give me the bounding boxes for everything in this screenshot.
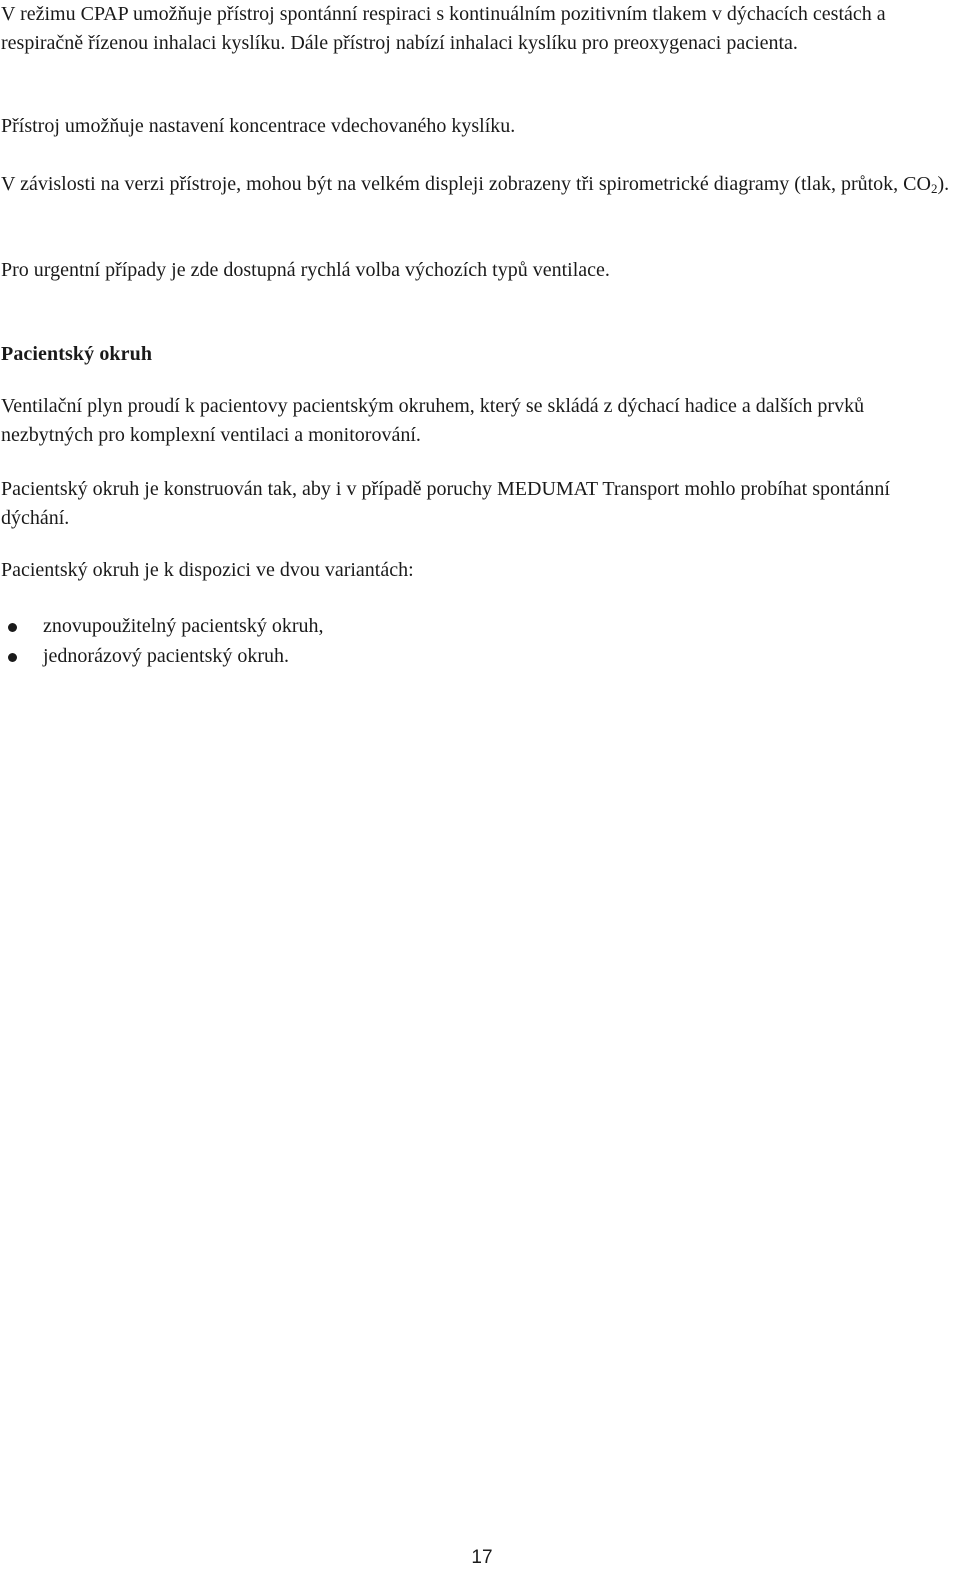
diagrams-text-end: ).	[937, 173, 950, 195]
list-item-label: znovupoužitelný pacientský okruh,	[43, 615, 324, 637]
paragraph-urgent-cases: Pro urgentní případy je zde dostupná rychlá volba výchozích typů ventilace.	[1, 259, 610, 281]
variants-list	[0, 612, 955, 672]
paragraph-spirometric-diagrams	[1, 170, 956, 199]
co2-subscript: 2	[930, 181, 938, 196]
paragraph-circuit-design: Pacientský okruh je konstruován tak, aby i v případě poruchy MEDUMAT Transport mohlo probíhat spontánní dýchání.	[1, 478, 890, 529]
list-item-label: jednorázový pacientský okruh.	[43, 645, 290, 667]
diagrams-text: V závislosti na verzi přístroje, mohou být na velkém displeji zobrazeny tři spirometrické diagramy (tlak, průtok, CO	[1, 173, 931, 195]
paragraph-cpap-mode: V režimu CPAP umožňuje přístroj spontánní respiraci s kontinuálním pozitivním tlakem v dýchacích cestách a respiračně řízenou inhalaci kyslíku. Dále přístroj nabízí inhalaci kyslíku pro preoxygenaci pacienta.	[1, 3, 886, 54]
bullet-icon	[8, 623, 17, 632]
list-item	[0, 642, 955, 672]
paragraph-oxygen-setting: Přístroj umožňuje nastavení koncentrace vdechovaného kyslíku.	[1, 115, 516, 137]
paragraph-gas-flow: Ventilační plyn proudí k pacientovy pacientským okruhem, který se skládá z dýchací hadice a dalších prvků nezbytných pro komplexní ventilaci a monitorování.	[1, 395, 865, 446]
bullet-icon	[8, 653, 17, 662]
list-item	[0, 612, 955, 642]
page-number: 17	[471, 1547, 493, 1568]
section-heading: Pacientský okruh	[1, 343, 153, 365]
paragraph-variants-intro: Pacientský okruh je k dispozici ve dvou variantách:	[1, 559, 414, 581]
